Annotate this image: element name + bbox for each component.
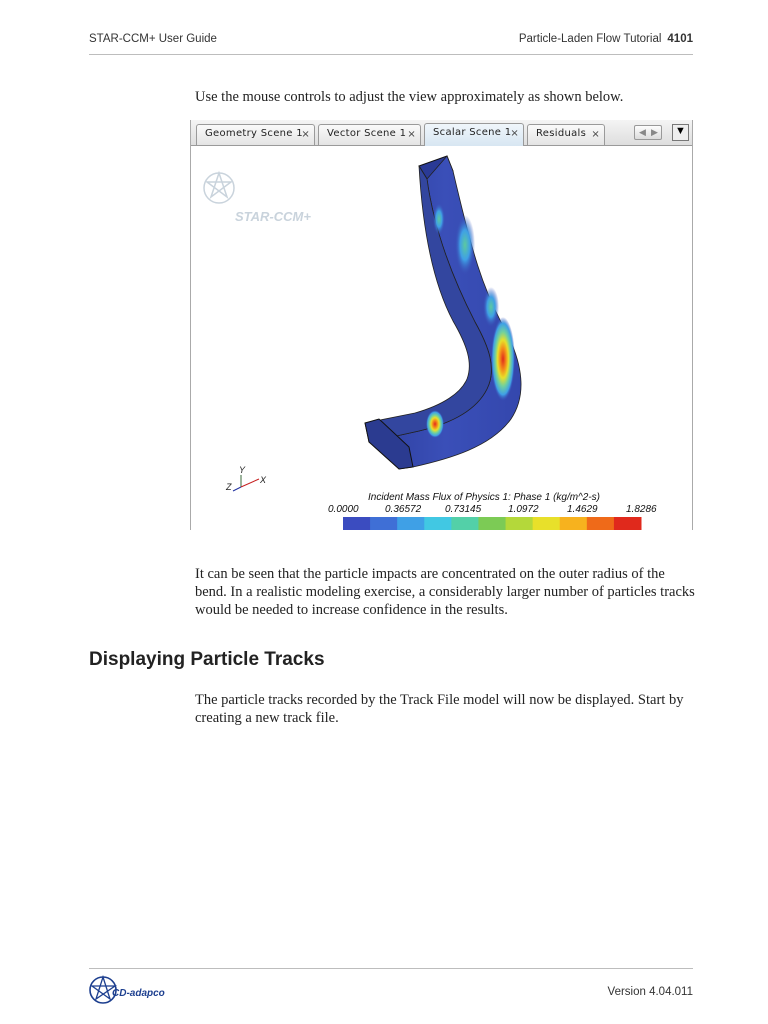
close-icon[interactable]: × bbox=[591, 129, 600, 140]
chevron-down-icon: ▼ bbox=[675, 125, 686, 137]
page-number: 4101 bbox=[667, 33, 693, 45]
tab-label: Scalar Scene 1 bbox=[433, 127, 512, 138]
colorbar-tick: 0.36572 bbox=[385, 504, 422, 515]
colorbar-segment bbox=[614, 517, 642, 530]
flux-region-upper bbox=[455, 215, 475, 275]
header-rule bbox=[89, 54, 693, 55]
flux-hotspot-outer-radius bbox=[491, 317, 515, 401]
colorbar-tick: 0.73145 bbox=[445, 504, 482, 515]
observation-paragraph: It can be seen that the particle impacts are concentrated on the outer radius of the bend. In a realistic modeling exercise, a considerably larger number of particles tracks would be needed to increase confidence in the results. bbox=[195, 566, 695, 618]
scalar-scene-render[interactable] bbox=[191, 147, 692, 530]
axis-label-z: Z bbox=[226, 482, 232, 492]
axis-label-y: Y bbox=[239, 465, 246, 475]
scene-tab-bar bbox=[191, 120, 692, 146]
colorbar-segment bbox=[370, 517, 398, 530]
tab-residuals[interactable] bbox=[527, 124, 605, 145]
running-header-title: STAR-CCM+ User Guide bbox=[89, 33, 217, 45]
colorbar-segment bbox=[397, 517, 425, 530]
flux-region-upper-inner bbox=[433, 203, 445, 235]
section-heading: Displaying Particle Tracks bbox=[89, 649, 325, 670]
chevron-right-icon[interactable]: ▶ bbox=[651, 127, 658, 137]
footer-rule bbox=[89, 968, 693, 969]
colorbar-tick: 0.0000 bbox=[328, 504, 359, 515]
colorbar-tick: 1.0972 bbox=[508, 504, 539, 515]
colorbar-segment bbox=[560, 517, 588, 530]
tab-label: Vector Scene 1 bbox=[327, 128, 407, 139]
colorbar-title: Incident Mass Flux of Physics 1: Phase 1 (kg/m^2-s) bbox=[368, 492, 600, 503]
section-name: Particle-Laden Flow Tutorial bbox=[518, 33, 662, 45]
colorbar-segment bbox=[506, 517, 534, 530]
tab-label: Geometry Scene 1 bbox=[205, 128, 303, 139]
intro-paragraph: Use the mouse controls to adjust the view approximately as shown below. bbox=[195, 89, 624, 105]
running-header-section bbox=[519, 33, 693, 45]
close-icon[interactable]: × bbox=[407, 129, 416, 140]
tab-scalar-scene[interactable] bbox=[424, 123, 524, 146]
colorbar-segment bbox=[478, 517, 506, 530]
colorbar-segment bbox=[533, 517, 561, 530]
colorbar-segment bbox=[424, 517, 452, 530]
tab-label: Residuals bbox=[536, 128, 587, 139]
colorbar-tick: 1.8286 bbox=[626, 504, 657, 515]
flux-region-bend-start bbox=[483, 287, 499, 327]
tab-vector-scene[interactable] bbox=[318, 124, 421, 145]
scene-viewport[interactable] bbox=[191, 147, 692, 530]
star-ccm-logo-text: STAR-CCM+ bbox=[235, 209, 311, 224]
axis-label-x: X bbox=[260, 475, 267, 485]
close-icon[interactable]: × bbox=[301, 129, 310, 140]
tab-geometry-scene[interactable] bbox=[196, 124, 315, 145]
close-icon[interactable]: × bbox=[510, 128, 519, 139]
colorbar-tick: 1.4629 bbox=[567, 504, 598, 515]
scene-window bbox=[190, 120, 693, 530]
colorbar-segment bbox=[587, 517, 615, 530]
axis-triad bbox=[233, 475, 259, 491]
colorbar-segment bbox=[343, 517, 371, 530]
version-label: Version 4.04.011 bbox=[607, 986, 693, 998]
cd-adapco-logo-text: CD-adapco bbox=[112, 988, 165, 999]
tab-scroll-buttons[interactable] bbox=[634, 125, 662, 140]
flux-hotspot-outlet bbox=[426, 410, 444, 438]
star-ccm-logo-icon bbox=[204, 173, 234, 203]
colorbar bbox=[343, 517, 642, 530]
tab-list-dropdown[interactable] bbox=[672, 124, 689, 141]
chevron-left-icon[interactable]: ◀ bbox=[639, 127, 646, 137]
colorbar-segment bbox=[451, 517, 479, 530]
tracks-paragraph: The particle tracks recorded by the Track File model will now be displayed. Start by creating a new track file. bbox=[195, 692, 684, 726]
